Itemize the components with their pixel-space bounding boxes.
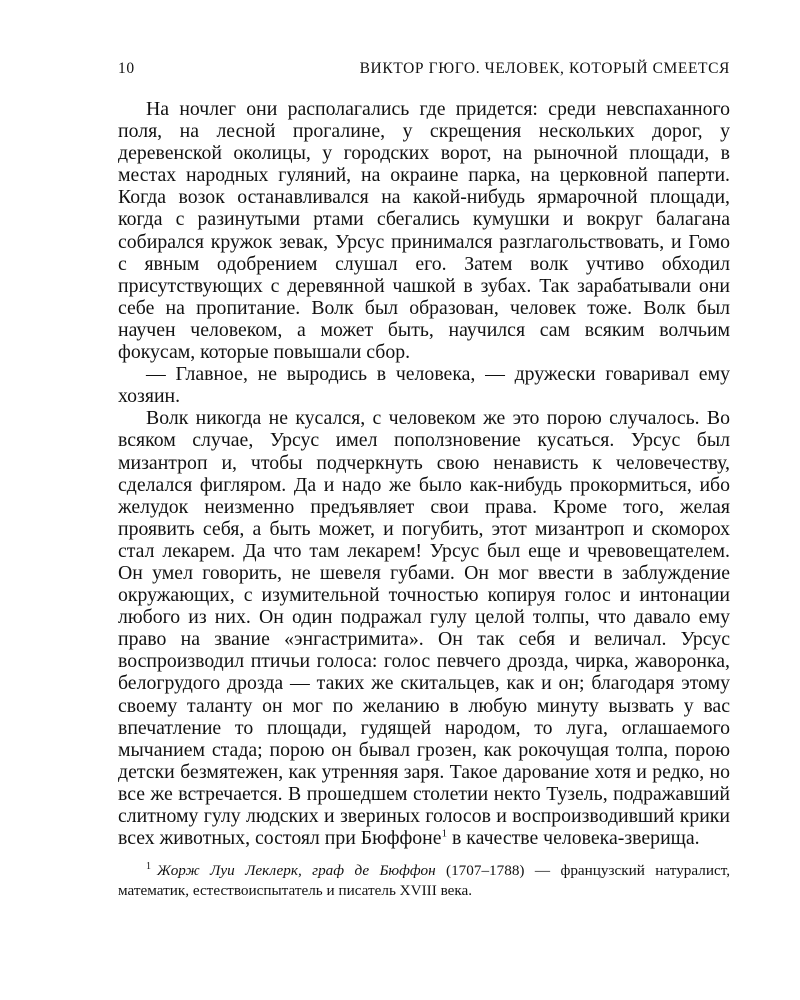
paragraph-3 xyxy=(118,407,730,849)
footnote-text: (1707–1788) — французский натуралист, математик, естествоиспытатель и писатель XVIII века. xyxy=(118,862,730,900)
footnote-name: Жорж Луи Леклерк, граф де Бюффон xyxy=(157,862,436,880)
book-page xyxy=(118,60,730,901)
footnote xyxy=(118,861,730,901)
body-text xyxy=(118,98,730,849)
paragraph-3-text: Волк никогда не кусался, с человеком же это порою случалось. Во всяком случае, Урсус имел поползновение кусаться. Урсус был мизантроп и, чтобы подчеркнуть свою ненависть к человечеству, сделался фигляром. Да и надо же было как-нибудь прокормиться, ибо желудок неизменно предъявляет свои права. Кроме того, желая проявить себя, а быть может, и погубить, этот мизантроп и скоморох стал лекарем. Да что там лекарем! Урсус был еще и чревовещателем. Он умел говорить, не шевеля губами. Он мог ввести в заблуждение окружающих, с изумительной точностью копируя голос и интонации любого из них. Он один подражал гулу целой толпы, что давало ему право на звание «энгастримита». Он так себя и величал. Урсус воспроизводил птичьи голоса: голос певчего дрозда, чирка, жаворонка, белогрудого дрозда — таких же скитальцев, как и он; благодаря этому своему таланту он мог по желанию в любую минуту вызвать у вас впечатление то площади, гудящей народом, то луга, оглашаемого мычанием стада; порою он бывал грозен, как рокочущая толпа, порою детски безмятежен, как утренняя заря. Такое дарование хотя и редко, но все же встречается. В прошедшем столетии некто Тузель, подражавший слитному гулу людских и звериных голосов и воспроизводивший крики всех животных, состоял при Бюффоне xyxy=(118,407,730,850)
running-head xyxy=(118,60,730,86)
footnote-number: 1 xyxy=(146,861,151,873)
footnote-reference[interactable]: 1 xyxy=(441,827,448,840)
page-number: 10 xyxy=(118,60,135,77)
paragraph-1: На ночлег они располагались где придется: среди невспаханного поля, на лесной прогалине, у скрещения нескольких дорог, у деревенской околицы, у городских ворот, на рыночной площади, в местах народных гуляний, на окраине парка, на церковной паперти. Когда возок останавливался на какой-нибудь ярмарочной площади, когда с разинутыми ртами сбегались кумушки и вокруг балагана собирался кружок зевак, Урсус принимался разглагольствовать, и Гомо с явным одобрением слушал его. Затем волк учтиво обходил присутствующих с деревянной чашкой в зубах. Так зарабатывали они себе на пропитание. Волк был образован, человек тоже. Волк был научен человеком, а может быть, научился сам всяким волчьим фокусам, которые повышали сбор. xyxy=(118,98,730,364)
paragraph-3-tail: в качестве человека-зверища. xyxy=(447,827,700,850)
running-title: ВИКТОР ГЮГО. ЧЕЛОВЕК, КОТОРЫЙ СМЕЕТСЯ xyxy=(359,60,730,77)
paragraph-2: — Главное, не выродись в человека, — дружески говаривал ему хозяин. xyxy=(118,363,730,408)
